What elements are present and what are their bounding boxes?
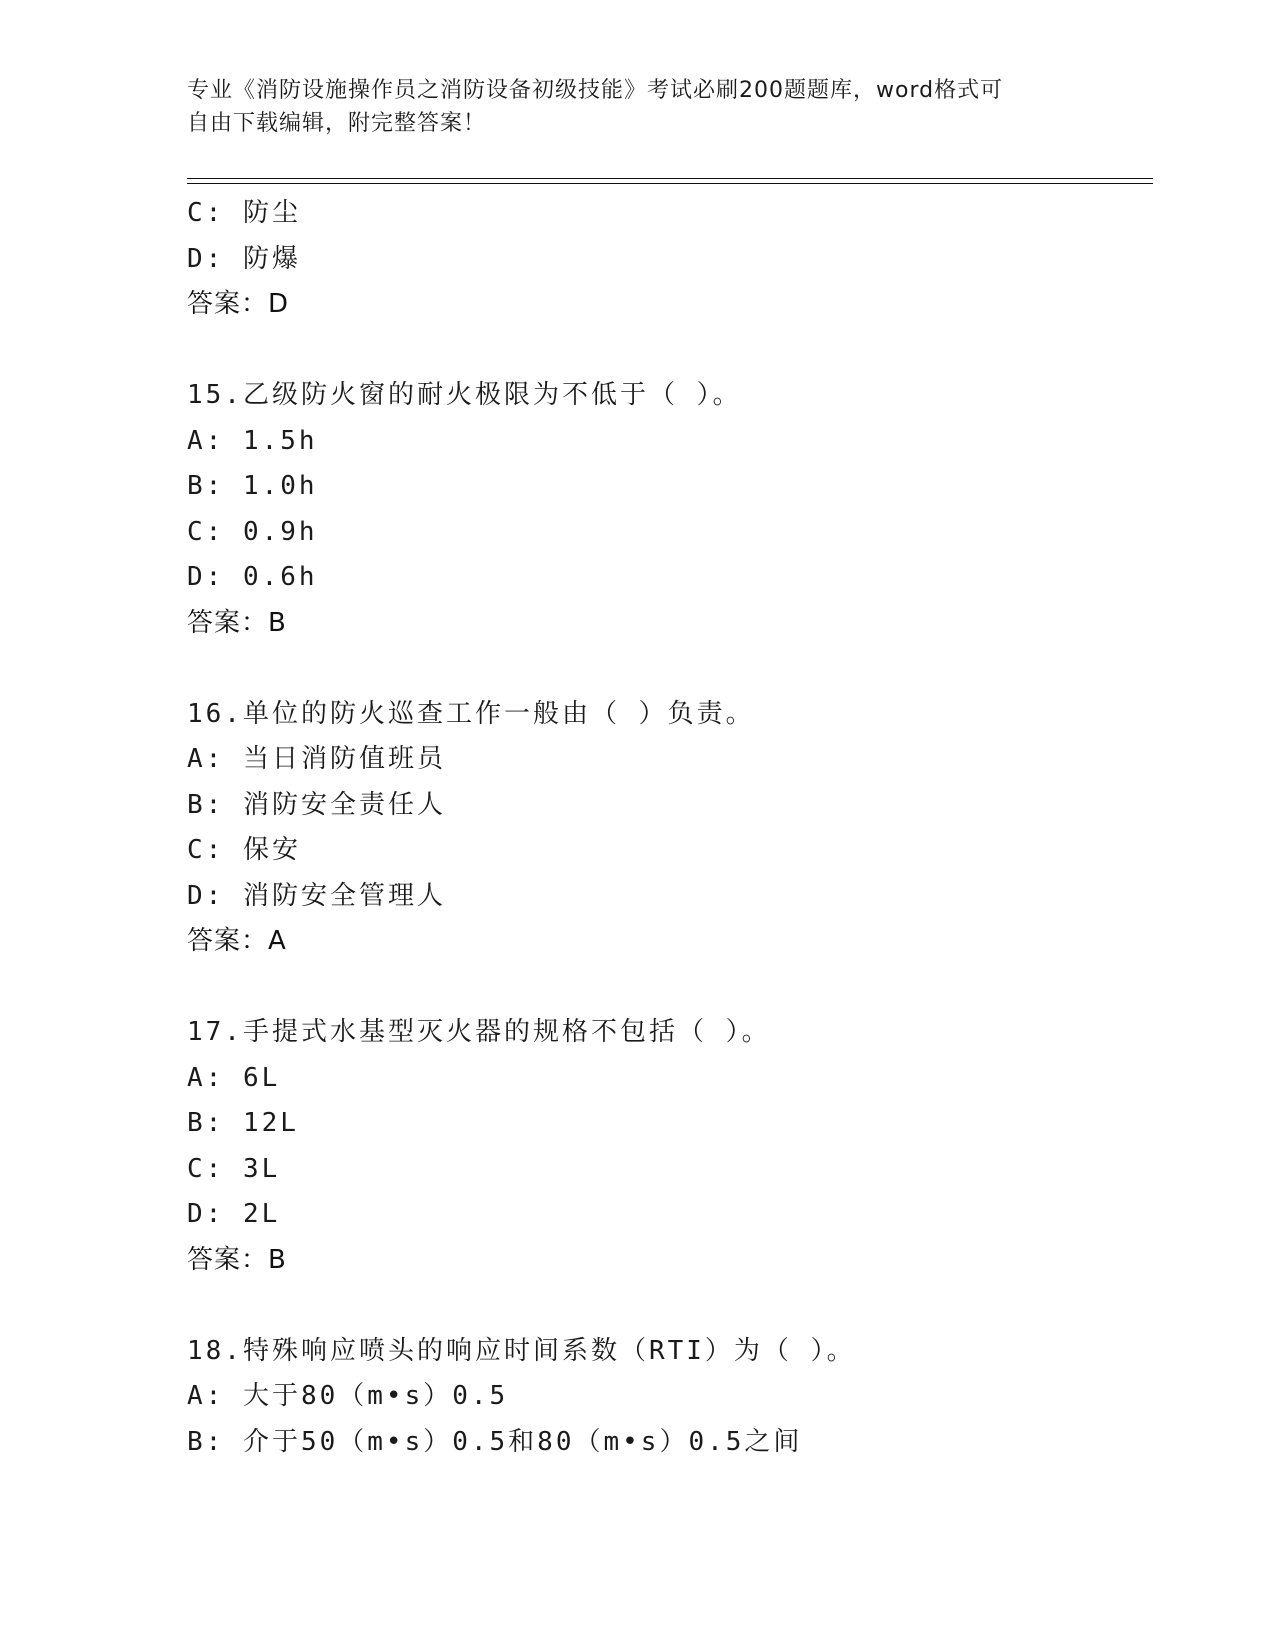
answer: 答案：D xyxy=(187,289,290,319)
header-line-2: 自由下载编辑，附完整答案！ xyxy=(187,111,487,136)
question-text: 18.特殊响应喷头的响应时间系数（RTI）为（ ）。 xyxy=(187,1335,856,1366)
spacer xyxy=(187,1283,1153,1329)
option-b: B: 消防安全责任人 xyxy=(187,789,446,820)
option-c: C: 3L xyxy=(187,1153,281,1184)
option-a: A: 1.5h xyxy=(187,425,318,456)
question-18 xyxy=(187,1329,1153,1466)
question-17 xyxy=(187,1010,1153,1283)
question-14-tail xyxy=(187,191,1153,328)
option-b: B: 1.0h xyxy=(187,471,318,501)
option-a: A: 6L xyxy=(187,1062,281,1093)
answer: 答案：B xyxy=(187,607,287,638)
header-line-1: 专业《消防设施操作员之消防设备初级技能》考试必刷200题题库，word格式可 xyxy=(187,78,1004,103)
question-text: 15.乙级防火窗的耐火极限为不低于（ ）。 xyxy=(187,380,742,410)
option-c: C: 0.9h xyxy=(187,516,318,547)
document-header xyxy=(187,74,1067,140)
question-16 xyxy=(187,692,1153,965)
spacer xyxy=(187,646,1153,692)
question-text: 16.单位的防火巡查工作一般由（ ）负责。 xyxy=(187,698,755,729)
option-a: A: 当日消防值班员 xyxy=(187,744,446,774)
option-d: D: 2L xyxy=(187,1199,281,1229)
option-b: B: 12L xyxy=(187,1108,299,1138)
question-list xyxy=(187,191,1153,1465)
option-d: D: 消防安全管理人 xyxy=(187,880,446,911)
answer: 答案：A xyxy=(187,926,287,956)
option-c: C: 防尘 xyxy=(187,198,301,228)
spacer xyxy=(187,328,1153,374)
option-c: C: 保安 xyxy=(187,835,301,865)
answer: 答案：B xyxy=(187,1244,287,1275)
question-15 xyxy=(187,373,1153,646)
header-divider-top xyxy=(187,178,1153,179)
option-d: D: 防爆 xyxy=(187,243,301,274)
option-d: D: 0.6h xyxy=(187,562,318,592)
spacer xyxy=(187,965,1153,1011)
header-divider-bottom xyxy=(187,183,1153,184)
question-text: 17.手提式水基型灭火器的规格不包括（ ）。 xyxy=(187,1017,771,1047)
option-a: A: 大于80（m•s）0.5 xyxy=(187,1381,509,1411)
option-b: B: 介于50（m•s）0.5和80（m•s）0.5之间 xyxy=(187,1426,803,1457)
